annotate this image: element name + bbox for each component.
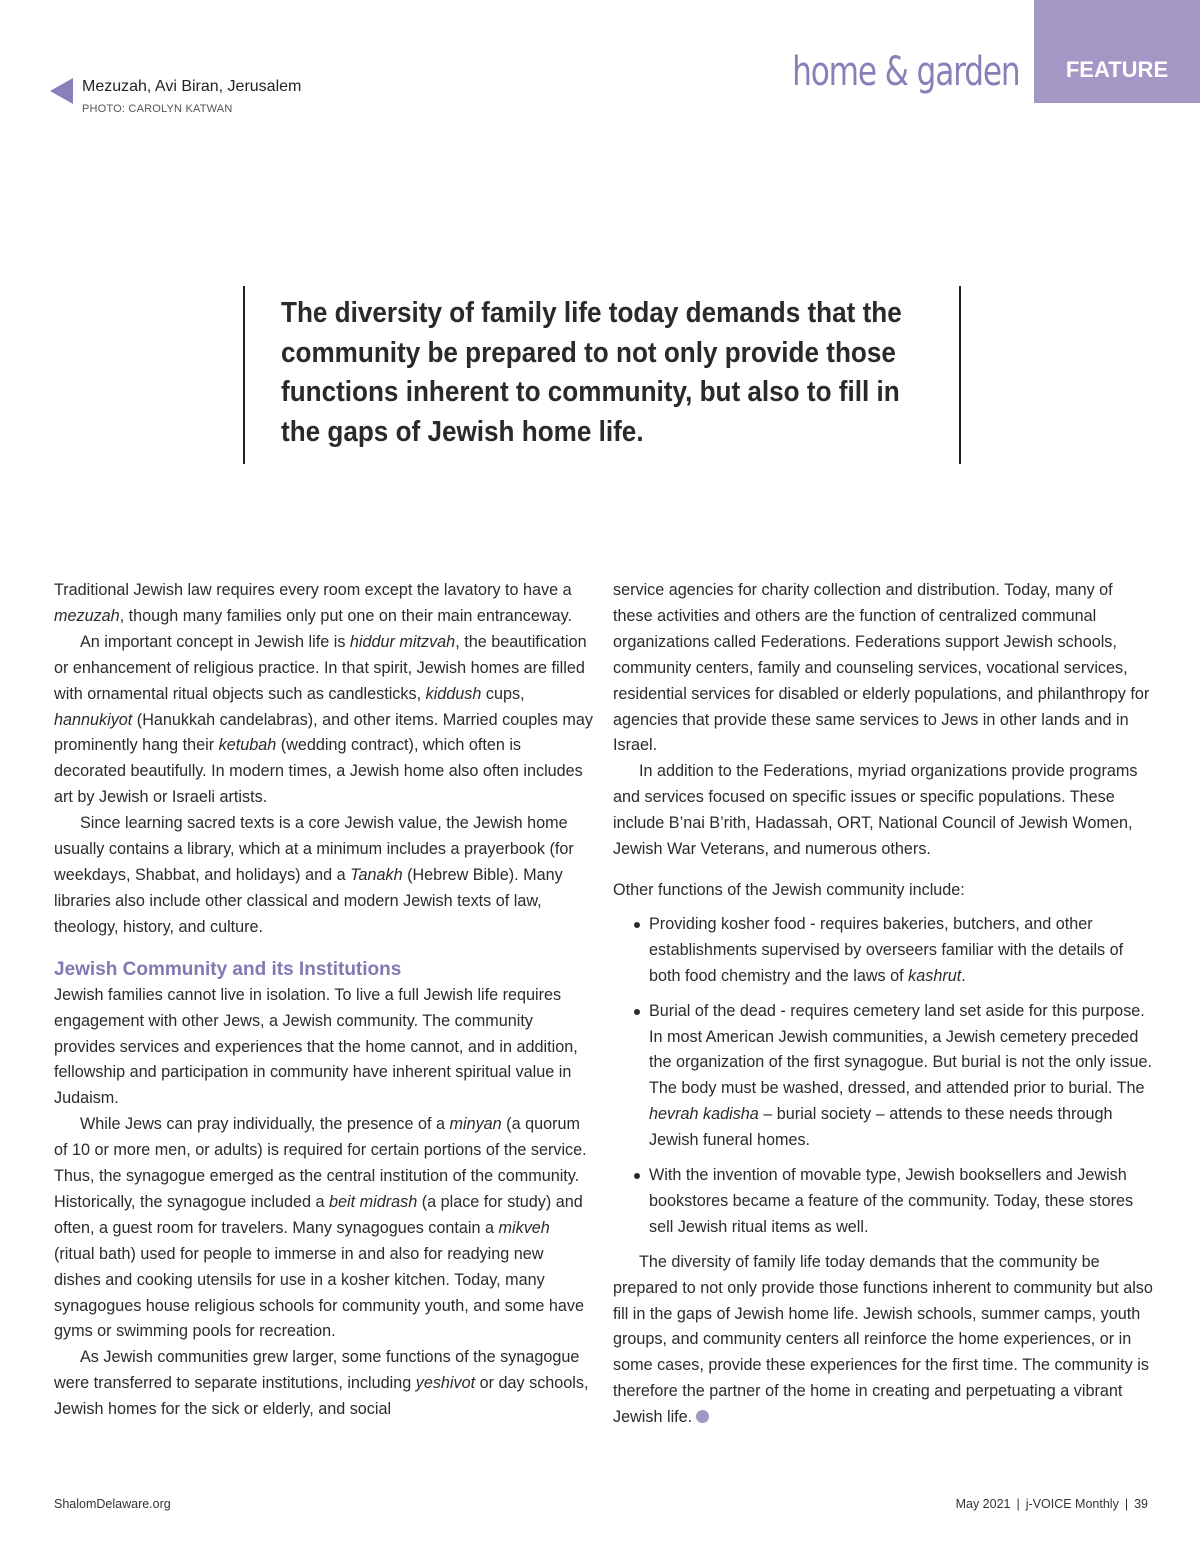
list-item: Burial of the dead - requires cemetery land set aside for this purpose. In most American Jewish communities, a Jewish cemetery preceded the organization of the first synagogue. But burial is not the only issue. The body must be washed, dressed, and attended prior to burial. The hevrah kadisha – burial society – attends to these needs through Jewish funeral homes. bbox=[649, 999, 1153, 1154]
footer-date: May 2021 bbox=[955, 1497, 1011, 1511]
right-column bbox=[613, 578, 1153, 1431]
paragraph: In addition to the Federations, myriad organizations provide programs and services focused on specific issues or specific populations. These include B’nai B’rith, Hadassah, ORT, National Council of Jewish Women, Jewish War Veterans, and numerous others. bbox=[613, 762, 1138, 859]
feature-tab: FEATURE bbox=[1034, 0, 1200, 103]
paragraph: Since learning sacred texts is a core Jewish value, the Jewish home usually contains a library, which at a minimum includes a prayerbook (for weekdays, Shabbat, and holidays) and a Tanakh (Hebrew Bible). Many libraries also include other classical and modern Jewish texts of law, theology, history, and culture. bbox=[54, 814, 574, 936]
list-item: With the invention of movable type, Jewish booksellers and Jewish bookstores became a feature of the community. Today, these stores sell Jewish ritual items as well. bbox=[649, 1163, 1153, 1241]
caption-arrow-icon bbox=[50, 78, 73, 104]
footer-website[interactable]: ShalomDelaware.org bbox=[54, 1497, 171, 1511]
footer-info: May 2021 | j-VOICE Monthly | 39 bbox=[955, 1497, 1148, 1511]
paragraph: An important concept in Jewish life is hiddur mitzvah, the beautification or enhancement of religious practice. In that spirit, Jewish homes are filled with ornamental ritual objects such as candlesticks, kiddush cups, hannukiyot (Hanukkah candelabras), and other items. Married couples may prominently hang their ketubah (wedding contract), which often is decorated beautifully. In modern times, a Jewish home also often includes art by Jewish or Israeli artists. bbox=[54, 632, 593, 807]
bullet-list bbox=[613, 912, 1153, 1241]
paragraph: Traditional Jewish law requires every room except the lavatory to have a mezuzah, though many families only put one on their main entranceway. bbox=[54, 581, 572, 625]
photo-caption: Mezuzah, Avi Biran, Jerusalem bbox=[82, 78, 302, 95]
footer-publication: j-VOICE Monthly bbox=[1025, 1497, 1119, 1511]
paragraph: As Jewish communities grew larger, some functions of the synagogue were transferred to separate institutions, including yeshivot or day schools, Jewish homes for the sick or elderly, and social bbox=[54, 1348, 589, 1419]
end-mark-icon bbox=[696, 1410, 709, 1423]
paragraph: The diversity of family life today demands that the community be prepared to not only provide those functions inherent to community but also fill in the gaps of Jewish home life. Jewish schools, summer camps, youth groups, and community centers all reinforce the home experiences, or in some cases, provide these experiences for the first time. The community is therefore the partner of the home in creating and perpetuating a vibrant Jewish life. bbox=[613, 1252, 1153, 1427]
photo-credit: PHOTO: CAROLYN KATWAN bbox=[82, 103, 233, 115]
list-item: Providing kosher food - requires bakeries, butchers, and other establishments supervised by overseers familiar with the details of both food chemistry and the laws of kashrut. bbox=[649, 912, 1153, 990]
paragraph: Other functions of the Jewish community include: bbox=[613, 880, 965, 899]
pullquote-text: The diversity of family life today demands that the community be prepared to not only provide those functions inherent to community, but also to fill in the gaps of Jewish home life. bbox=[281, 297, 902, 448]
page-number: 39 bbox=[1134, 1497, 1148, 1511]
section-title: home & garden bbox=[792, 49, 1020, 95]
pullquote bbox=[243, 286, 961, 464]
section-heading: Jewish Community and its Institutions bbox=[54, 958, 402, 980]
paragraph: While Jews can pray individually, the presence of a minyan (a quorum of 10 or more men, or adults) is required for certain portions of the service. Thus, the synagogue emerged as the central institution of the community. Historically, the synagogue included a beit midrash (a place for study) and often, a guest room for travelers. Many synagogues contain a mikveh (ritual bath) used for people to immerse in and also for readying new dishes and cooking utensils for use in a kosher kitchen. Today, many synagogues house religious schools for community youth, and some have gyms or swimming pools for recreation. bbox=[54, 1115, 587, 1341]
left-column bbox=[54, 578, 594, 1423]
paragraph: Jewish families cannot live in isolation. To live a full Jewish life requires engagement with other Jews, a Jewish community. The community provides services and experiences that the home cannot, and in addition, fellowship and participation in community have inherent spiritual value in Judaism. bbox=[54, 985, 578, 1108]
paragraph: service agencies for charity collection and distribution. Today, many of these activities and others are the function of centralized communal organizations called Federations. Federations support Jewish schools, community centers, family and counseling services, vocational services, residential services for disabled or elderly populations, and philanthropy for agencies that provide these same services to Jews in other lands and in Israel. bbox=[613, 581, 1150, 755]
